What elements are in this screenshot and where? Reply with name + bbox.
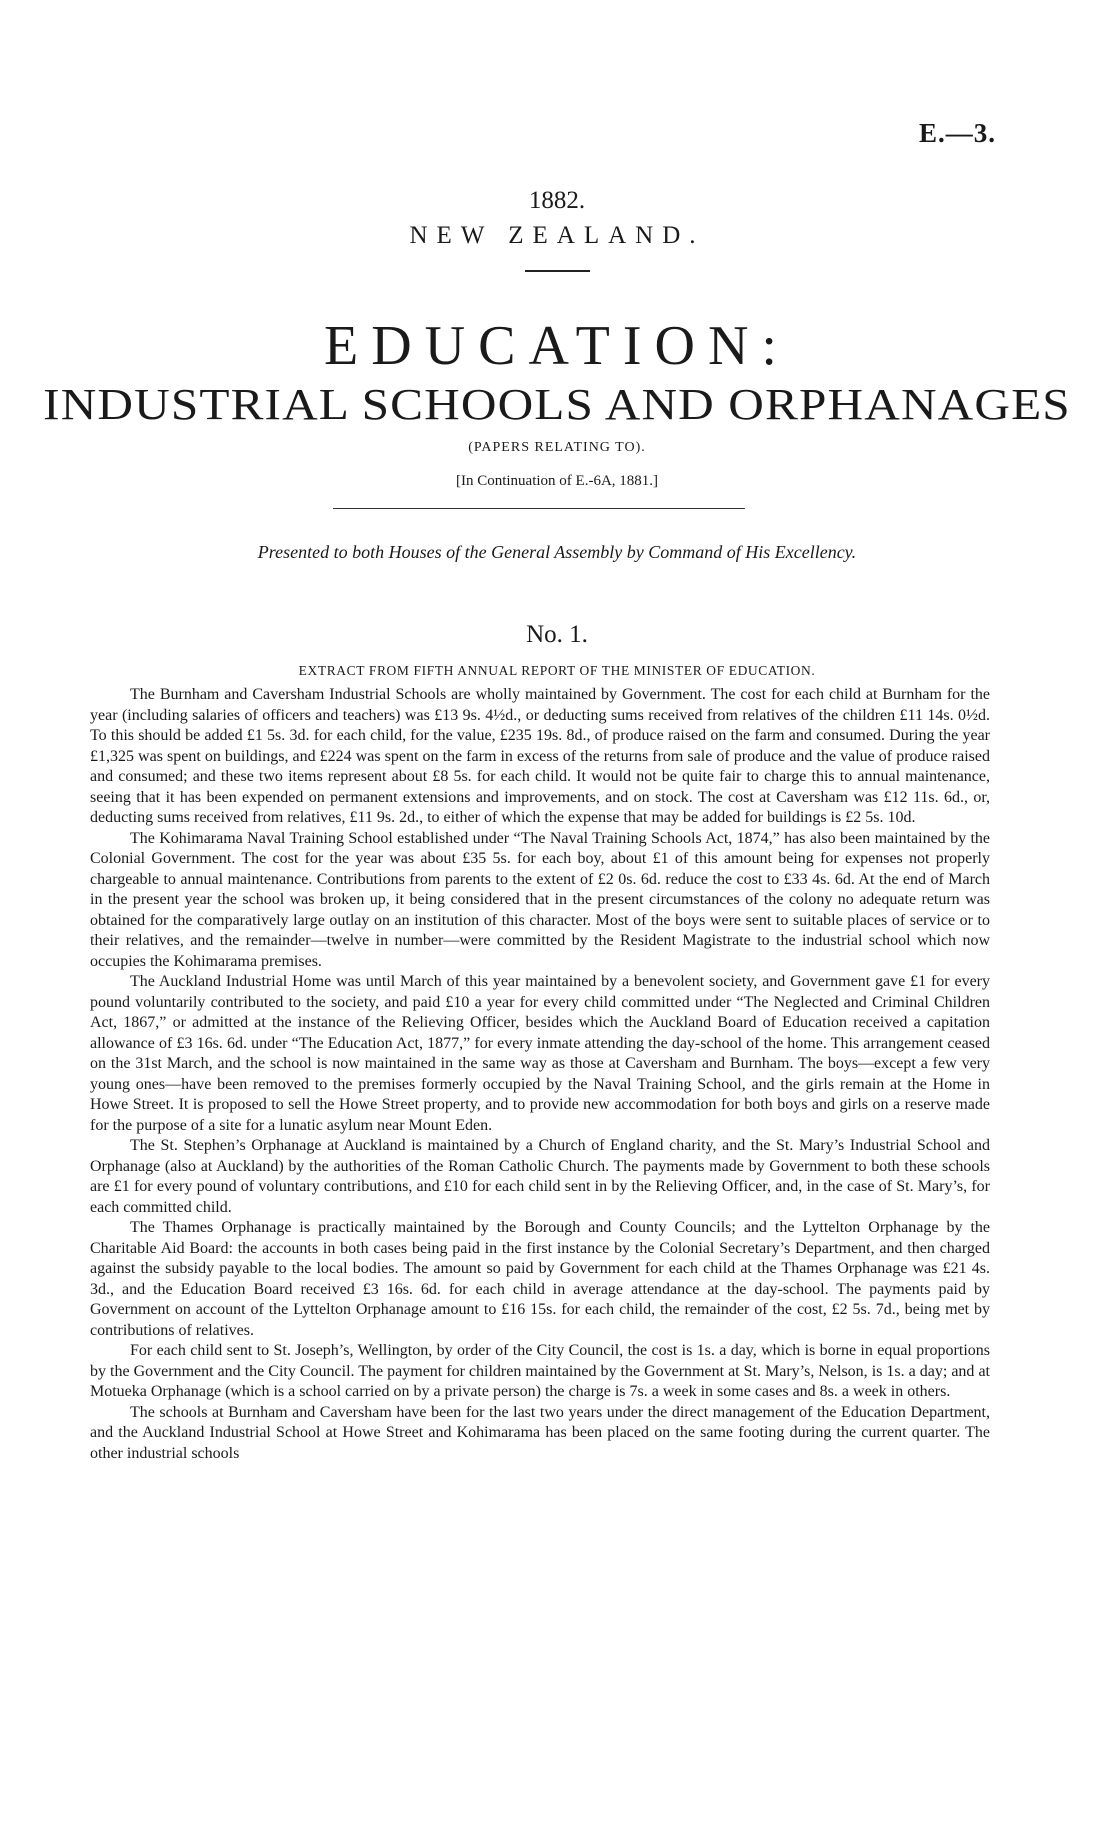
country-name: NEW ZEALAND. xyxy=(409,222,705,249)
document-subtitle: INDUSTRIAL SCHOOLS AND ORPHANAGES xyxy=(43,380,1071,429)
presented-line: Presented to both Houses of the General Assembly by Command of His Excellency. xyxy=(257,542,857,562)
long-divider xyxy=(333,508,745,509)
paragraph: For each child sent to St. Joseph’s, Wellington, by order of the City Council, the cost is 1s. a day, which is borne in equal proportions by the Government and the City Council. The payment for children maintained by the Government at St. Mary’s, Nelson, is 1s. a day; and at Motueka Orphanage (which is a school carried on by a private person) the charge is 7s. a week in some cases and 8s. a week in others. xyxy=(90,1342,990,1400)
document-number: No. 1. xyxy=(526,621,588,648)
title-note: (PAPERS RELATING TO). xyxy=(468,440,646,455)
short-divider xyxy=(525,270,590,272)
section-heading: EXTRACT FROM FIFTH ANNUAL REPORT OF THE MINISTER OF EDUCATION. xyxy=(298,663,816,678)
paragraph: The Auckland Industrial Home was until March of this year maintained by a benevolent society, and Government gave £1 for every pound voluntarily contributed to the society, and paid £10 a year for every child committed under “The Neglected and Criminal Children Act, 1867,” or admitted at the instance of the Relieving Officer, besides which the Auckland Board of Education received a capitation allowance of £3 16s. 6d. under “The Education Act, 1877,” for every inmate attending the day-school of the home. This arrangement ceased on the 31st March, and the school is now maintained in the same way as those at Caversham and Burnham. The boys—except a few very young ones—have been removed to the premises formerly occupied by the Naval Training School, and the girls remain at the Home in Howe Street. It is proposed to sell the Howe Street property, and to provide new accommodation for both boys and girls on a reserve made for the purpose of a site for a lunatic asylum near Mount Eden. xyxy=(90,973,990,1134)
paragraph: The St. Stephen’s Orphanage at Auckland is maintained by a Church of England charity, and the St. Mary’s Industrial School and Orphanage (also at Auckland) by the authorities of the Roman Catholic Church. The payments made by Government to both these schools are £1 for every pound of voluntary contributions, and £10 for each child sent in by the Relieving Officer, and, in the case of St. Mary’s, for each committed child. xyxy=(90,1137,990,1216)
document-title: EDUCATION: xyxy=(324,315,790,377)
page-reference: E.—3. xyxy=(918,118,996,148)
paragraph: The Thames Orphanage is practically maintained by the Borough and County Councils; and the Lyttelton Orphanage by the Charitable Aid Board: the accounts in both cases being paid in the first instance by the Colonial Secretary’s Department, and then charged against the subsidy payable to the local bodies. The amount so paid by Government for each child at the Thames Orphanage was £21 4s. 3d., and the Education Board received £3 16s. 6d. for each child in average attendance at the day-school. The payments paid by Government on account of the Lyttelton Orphanage amount to £16 15s. for each child, the remainder of the cost, £2 5s. 7d., being met by contributions of relatives. xyxy=(90,1219,990,1339)
continuation-note: [In Continuation of E.-6A, 1881.] xyxy=(455,473,659,489)
report-body xyxy=(90,685,990,1464)
paragraph: The Kohimarama Naval Training School established under “The Naval Training Schools Act, 1874,” has also been maintained by the Colonial Government. The cost for the year was about £35 5s. for each boy, about £1 of this amount being for expenses not properly chargeable to annual maintenance. Contributions from parents to the extent of £2 0s. 6d. reduce the cost to £33 4s. 6d. At the end of March in the present year the school was broken up, it being considered that in the present circumstances of the colony no adequate return was obtained for the comparatively large outlay on an institution of this character. Most of the boys were sent to suitable places of service or to their relatives, and the remainder—twelve in number—were committed by the Resident Magistrate to the industrial school which now occupies the Kohimarama premises. xyxy=(90,829,990,970)
publication-year: 1882. xyxy=(528,187,586,214)
paragraph: The schools at Burnham and Caversham have been for the last two years under the direct management of the Education Department, and the Auckland Industrial School at Howe Street and Kohimarama has been placed on the same footing during the current quarter. The other industrial schools xyxy=(90,1403,990,1462)
paragraph: The Burnham and Caversham Industrial Schools are wholly maintained by Government. The cost for each child at Burnham for the year (including salaries of officers and teachers) was £13 9s. 4½d., or deducting sums received from relatives of the children £11 14s. 0½d. To this should be added £1 5s. 3d. for each child, for the value, £235 19s. 8d., of produce raised on the farm and consumed. During the year £1,325 was spent on buildings, and £224 was spent on the farm in excess of the returns from sale of produce and the value of produce raised and consumed; and these two items represent about £8 5s. for each child. It would not be quite fair to charge this to annual maintenance, seeing that it has been expended on permanent extensions and improvements, and on stock. The cost at Caversham was £12 11s. 6d., or, deducting sums received from relatives, £11 9s. 2d., to either of which the expense that may be added for buildings is £2 5s. 10d. xyxy=(90,686,990,826)
